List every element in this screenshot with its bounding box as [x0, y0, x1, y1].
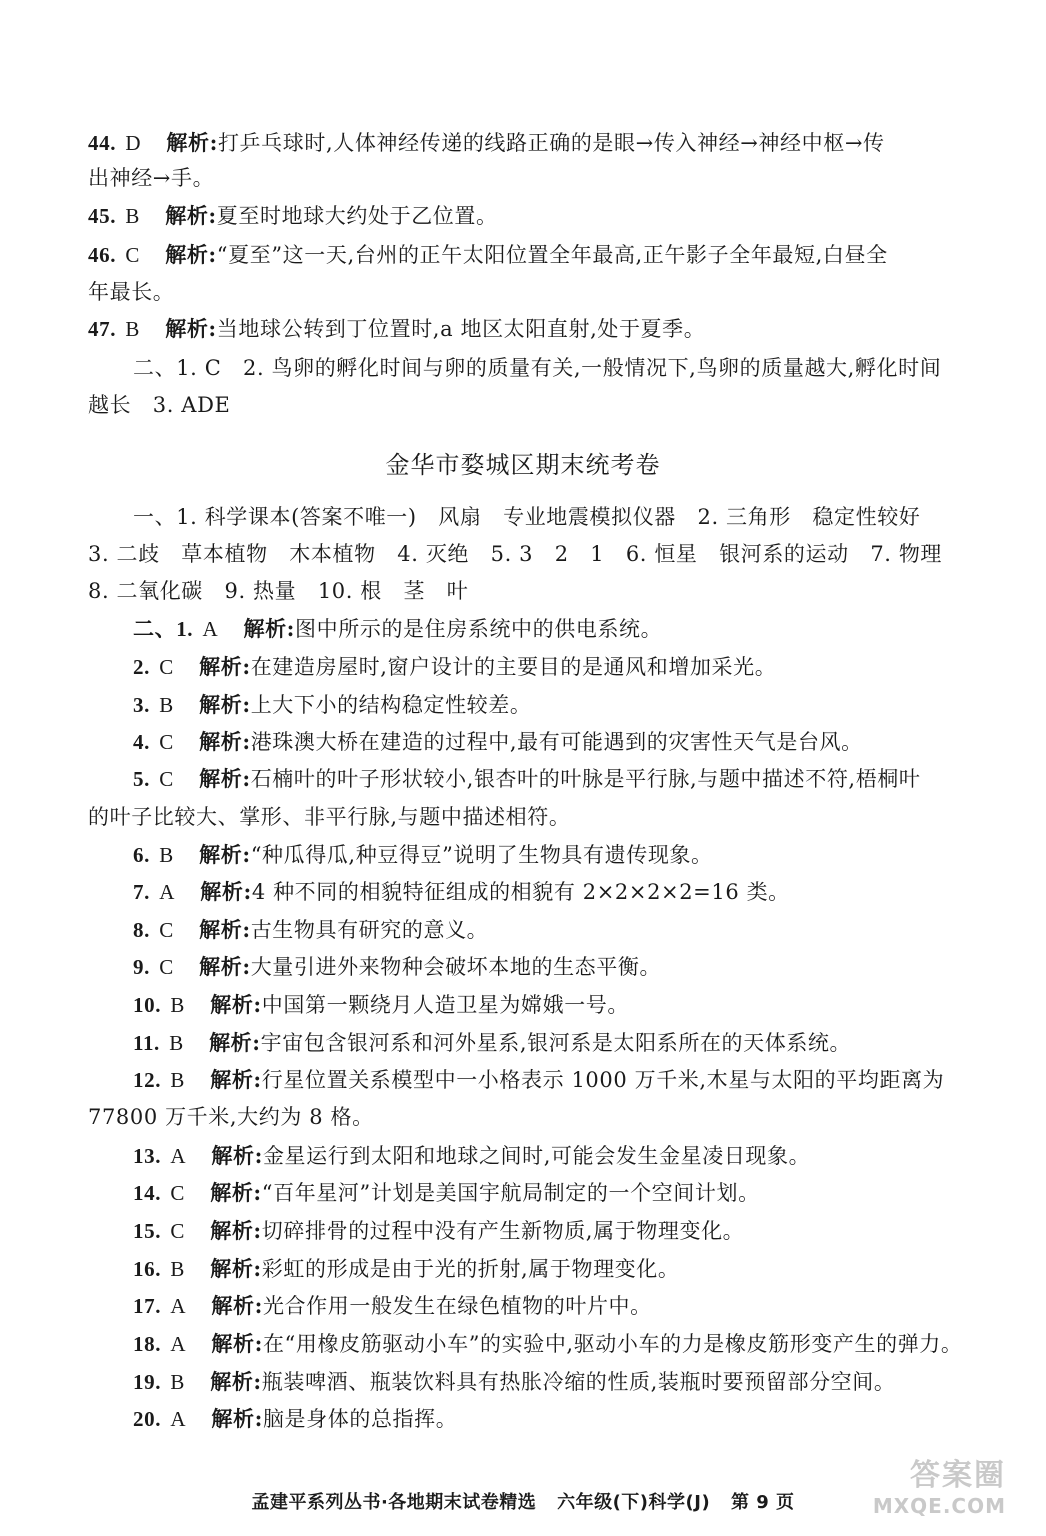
analysis-label: 解析: [210, 1369, 262, 1394]
page-number: 第 9 页 [730, 1492, 795, 1513]
section-2-answers [133, 353, 1003, 383]
choice-answer-3 [133, 690, 1003, 720]
choice-answer-18 [133, 1329, 1003, 1359]
analysis-text: 彩虹的形成是由于光的折射,属于物理变化。 [261, 1257, 680, 1281]
analysis-label: 解析: [210, 1067, 262, 1092]
question-number: 18. [133, 1332, 162, 1356]
question-number: 3. [133, 693, 150, 717]
answer-letter: A [170, 1332, 187, 1356]
question-number: 4. [133, 730, 150, 754]
analysis-label: 解析: [210, 1218, 262, 1243]
choice-answer-13 [133, 1141, 1003, 1171]
answer-text: 越长 3. ADE [88, 393, 231, 417]
choice-answer-2 [133, 652, 1003, 682]
analysis-text: 4 种不同的相貌特征组成的相貌有 2×2×2×2=16 类。 [251, 880, 790, 904]
analysis-text: 77800 万千米,大约为 8 格。 [88, 1105, 374, 1129]
answer-letter: C [159, 655, 174, 679]
analysis-label: 解析: [211, 1143, 263, 1168]
analysis-label: 解析: [211, 1331, 263, 1356]
question-number: 11. [133, 1031, 160, 1055]
choice-answer-16 [133, 1254, 1003, 1284]
analysis-label: 解析: [210, 1256, 262, 1281]
answer-letter: B [170, 1257, 185, 1281]
question-number: 6. [133, 843, 150, 867]
fill-blank-answers-2 [88, 539, 958, 569]
analysis-text: 的叶子比较大、掌形、非平行脉,与题中描述相符。 [88, 805, 571, 829]
analysis-text: 宇宙包含银河系和河外星系,银河系是太阳系所在的天体系统。 [260, 1031, 852, 1055]
analysis-text: 中国第一颗绕月人造卫星为嫦娥一号。 [261, 993, 629, 1017]
analysis-text: 金星运行到太阳和地球之间时,可能会发生金星凌日现象。 [262, 1144, 811, 1168]
answer-letter: A [202, 617, 219, 641]
answer-letter: B [170, 993, 185, 1017]
analysis-label: 解析: [210, 992, 262, 1017]
answer-letter: C [159, 767, 174, 791]
analysis-label: 解析: [211, 1406, 263, 1431]
analysis-text: 脑是身体的总指挥。 [262, 1407, 458, 1431]
analysis-text: 古生物具有研究的意义。 [250, 918, 489, 942]
analysis-label: 解析: [210, 1180, 262, 1205]
answer-letter: C [159, 730, 174, 754]
answer-letter: B [169, 1031, 184, 1055]
question-number: 14. [133, 1181, 162, 1205]
question-number: 7. [133, 880, 150, 904]
answer-letter: C [125, 243, 140, 267]
analysis-label: 解析: [209, 1030, 261, 1055]
choice-answer-6 [133, 840, 1003, 870]
analysis-label: 解析: [199, 917, 251, 942]
watermark [826, 1450, 1006, 1530]
section-title: 金华市婺城区期末统考卷 [385, 451, 661, 479]
analysis-text: 年最长。 [88, 280, 175, 304]
grade-subject: 六年级(下)科学(J) [557, 1492, 711, 1513]
question-number: 47. [88, 317, 117, 341]
choice-answer-8 [133, 915, 1003, 945]
analysis-label: 解析: [199, 729, 251, 754]
analysis-text: 打乒乓球时,人体神经传递的线路正确的是眼→传入神经→神经中枢→传 [217, 131, 885, 155]
answer-letter: D [125, 131, 142, 155]
watermark-logo: 答案圈 [910, 1458, 1006, 1493]
answer-46-cont [88, 277, 958, 307]
answer-47 [88, 314, 958, 344]
fill-blank-answers-3 [88, 576, 958, 606]
choice-answer-12-cont [88, 1102, 958, 1132]
question-number: 10. [133, 993, 162, 1017]
choice-answer-4 [133, 727, 1003, 757]
analysis-text: “种瓜得瓜,种豆得豆”说明了生物具有遗传现象。 [250, 843, 713, 867]
book-series: 孟建平系列丛书·各地期末试卷精选 [251, 1492, 537, 1513]
question-number: 15. [133, 1219, 162, 1243]
analysis-text: 行星位置关系模型中一小格表示 1000 万千米,木星与太阳的平均距离为 [261, 1068, 945, 1092]
analysis-text: 夏至时地球大约处于乙位置。 [216, 204, 498, 228]
analysis-text: 图中所示的是住房系统中的供电系统。 [295, 617, 663, 641]
answer-44 [88, 128, 958, 158]
choice-answer-17 [133, 1291, 1003, 1321]
question-number: 46. [88, 243, 117, 267]
analysis-text: “夏至”这一天,台州的正午太阳位置全年最高,正午影子全年最短,白昼全 [216, 243, 888, 267]
analysis-text: 港珠澳大桥在建造的过程中,最有可能遇到的灾害性天气是台风。 [250, 730, 863, 754]
analysis-label: 解析: [165, 203, 217, 228]
answer-letter: C [159, 955, 174, 979]
analysis-text: 光合作用一般发生在绿色植物的叶片中。 [262, 1294, 652, 1318]
answer-text: 8. 二氧化碳 9. 热量 10. 根 茎 叶 [88, 579, 469, 603]
choice-answer-5-cont [88, 802, 958, 832]
choice-answer-7 [133, 877, 1003, 907]
choice-answer-1 [133, 614, 1003, 644]
question-number: 9. [133, 955, 150, 979]
question-number: 12. [133, 1068, 162, 1092]
answer-text: 3. 二歧 草本植物 木本植物 4. 灭绝 5. 3 2 1 6. 恒星 银河系的运动 7. 物理 [88, 542, 943, 566]
analysis-label: 解析: [211, 1293, 263, 1318]
question-number: 17. [133, 1294, 162, 1318]
analysis-label: 解析: [199, 692, 251, 717]
answer-46 [88, 240, 958, 270]
analysis-text: 大量引进外来物种会破坏本地的生态平衡。 [250, 955, 662, 979]
question-number: 二、1. [133, 617, 194, 641]
watermark-url: MXQE.COM [872, 1494, 1006, 1518]
answer-letter: B [125, 204, 140, 228]
answer-letter: B [170, 1370, 185, 1394]
analysis-text: 在“用橡皮筋驱动小车”的实验中,驱动小车的力是橡皮筋形变产生的弹力。 [262, 1332, 963, 1356]
answer-letter: A [170, 1407, 187, 1431]
question-number: 20. [133, 1407, 162, 1431]
answer-letter: A [170, 1144, 187, 1168]
choice-answer-9 [133, 952, 1003, 982]
answer-44-cont [88, 163, 958, 193]
question-number: 13. [133, 1144, 162, 1168]
choice-answer-12 [133, 1065, 1003, 1095]
analysis-text: 上大下小的结构稳定性较差。 [250, 693, 532, 717]
section-2-answers-cont [88, 390, 958, 420]
answer-letter: C [159, 918, 174, 942]
choice-answer-10 [133, 990, 1003, 1020]
analysis-label: 解析: [199, 654, 251, 679]
choice-answer-14 [133, 1178, 1003, 1208]
answer-letter: B [159, 693, 174, 717]
question-number: 44. [88, 131, 117, 155]
analysis-text: 瓶装啤酒、瓶装饮料具有热胀冷缩的性质,装瓶时要预留部分空间。 [261, 1370, 896, 1394]
choice-answer-15 [133, 1216, 1003, 1246]
analysis-label: 解析: [243, 616, 296, 641]
answer-letter: B [170, 1068, 185, 1092]
answer-letter: A [170, 1294, 187, 1318]
choice-answer-11 [133, 1028, 1003, 1058]
question-number: 2. [133, 655, 150, 679]
answer-letter: C [170, 1181, 185, 1205]
choice-answer-19 [133, 1367, 1003, 1397]
analysis-label: 解析: [165, 242, 217, 267]
answer-letter: B [159, 843, 174, 867]
question-number: 45. [88, 204, 117, 228]
answer-text: 二、1. C 2. 鸟卵的孵化时间与卵的质量有关,一般情况下,鸟卵的质量越大,孵化时间 [133, 356, 942, 380]
analysis-label: 解析: [200, 879, 252, 904]
analysis-text: 当地球公转到丁位置时,a 地区太阳直射,处于夏季。 [216, 317, 706, 341]
choice-answer-20 [133, 1404, 1003, 1434]
analysis-label: 解析: [199, 954, 251, 979]
analysis-text: 切碎排骨的过程中没有产生新物质,属于物理变化。 [261, 1219, 745, 1243]
answer-letter: B [125, 317, 140, 341]
analysis-label: 解析: [199, 766, 251, 791]
analysis-label: 解析: [166, 130, 218, 155]
question-number: 8. [133, 918, 150, 942]
answer-letter: A [159, 880, 175, 904]
analysis-label: 解析: [165, 316, 217, 341]
answer-letter: C [170, 1219, 185, 1243]
choice-answer-5 [133, 764, 1003, 794]
fill-blank-answers [133, 502, 1003, 532]
analysis-text: 石楠叶的叶子形状较小,银杏叶的叶脉是平行脉,与题中描述不符,梧桐叶 [250, 767, 921, 791]
answer-text: 一、1. 科学课本(答案不唯一) 风扇 专业地震模拟仪器 2. 三角形 稳定性较好 [133, 505, 921, 529]
question-number: 19. [133, 1370, 162, 1394]
analysis-label: 解析: [199, 842, 251, 867]
analysis-text: 在建造房屋时,窗户设计的主要目的是通风和增加采光。 [250, 655, 777, 679]
analysis-text: “百年星河”计划是美国宇航局制定的一个空间计划。 [261, 1181, 760, 1205]
question-number: 5. [133, 767, 150, 791]
analysis-text: 出神经→手。 [88, 166, 215, 190]
question-number: 16. [133, 1257, 162, 1281]
answer-45 [88, 201, 958, 231]
